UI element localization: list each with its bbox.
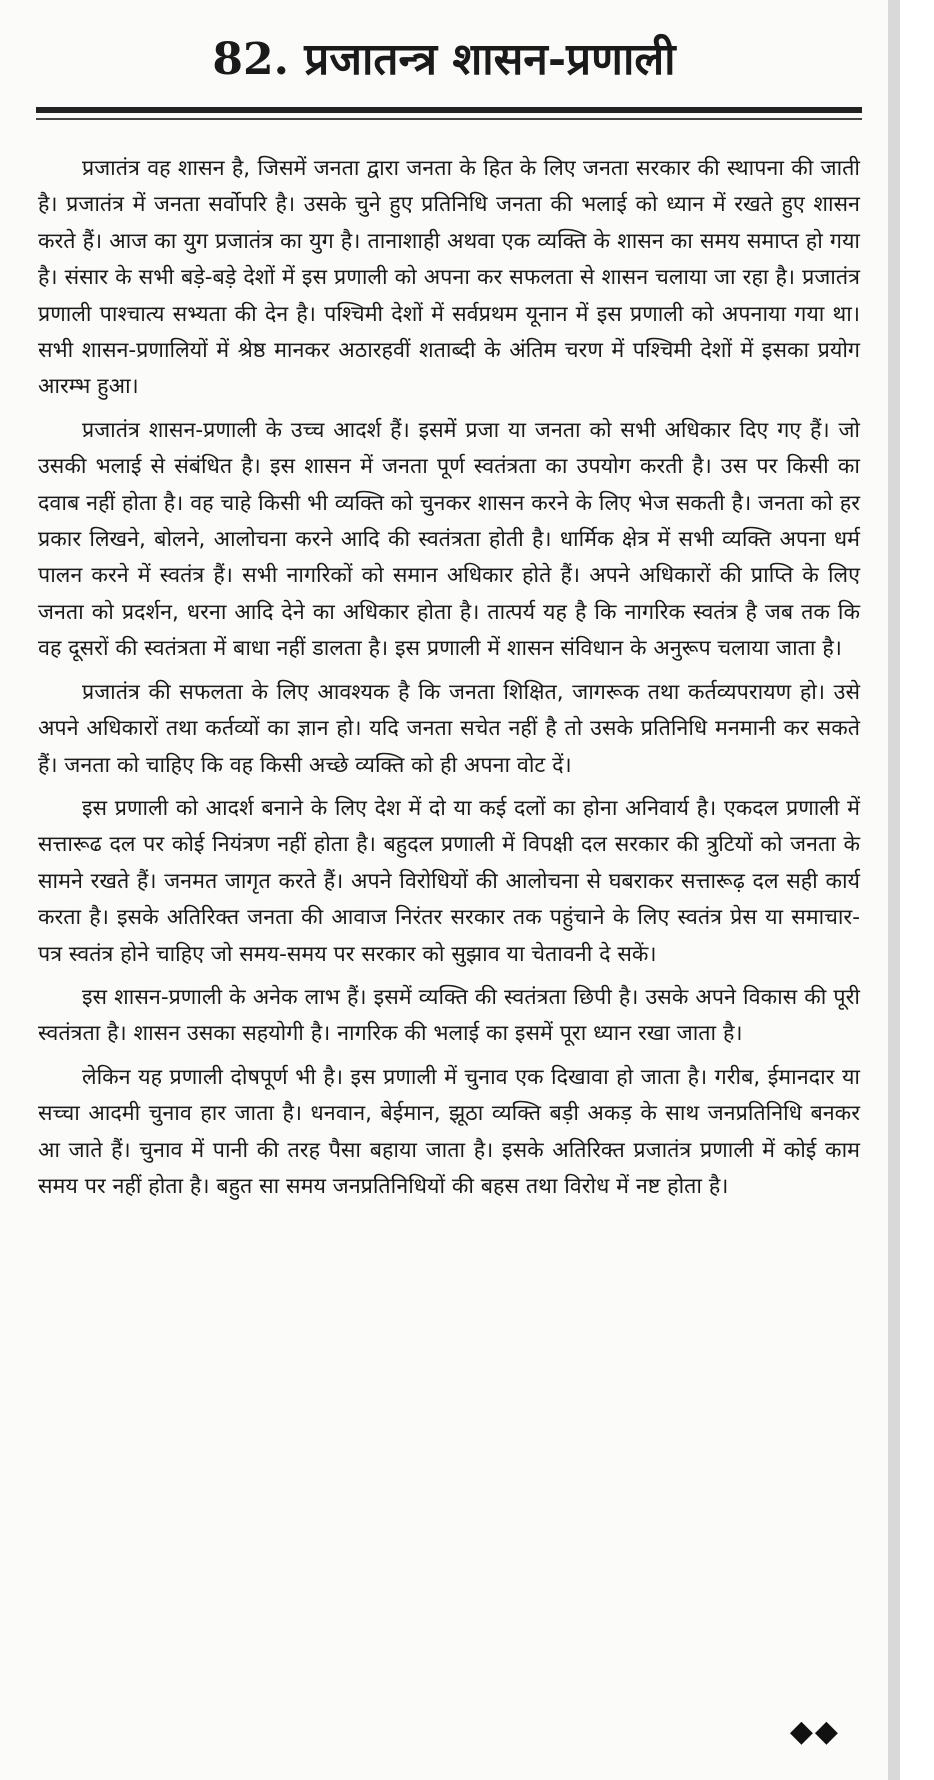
paragraph-3: प्रजातंत्र की सफलता के लिए आवश्यक है कि जनता शिक्षित, जागरूक तथा कर्तव्यपरायण हो। उसे अपने अधिकारों तथा कर्तव्यों का ज्ञान हो। यदि जनता सचेत नहीं है तो उसके प्रतिनिधि मनमानी कर सकते हैं। जनता को चाहिए कि वह किसी अच्छे व्यक्ति को ही अपना वोट दें। [38,679,860,778]
paragraph-2: प्रजातंत्र शासन-प्रणाली के उच्च आदर्श हैं। इसमें प्रजा या जनता को सभी अधिकार दिए गए हैं। जो उसकी भलाई से संबंधित है। इस शासन में जनता पूर्ण स्वतंत्रता का उपयोग करती है। उस पर किसी का दवाब नहीं होता है। वह चाहे किसी भी व्यक्ति को चुनकर शासन करने के लिए भेज सकती है। जनता को हर प्रकार लिखने, बोलने, आलोचना करने आदि की स्वतंत्रता होती है। धार्मिक क्षेत्र में सभी व्यक्ति अपना धर्म पालन करने में स्वतंत्र हैं। सभी नागरिकों को समान अधिकार होते हैं। अपने अधिकारों की प्राप्ति के लिए जनता को प्रदर्शन, धरना आदि देने का अधिकार होता है। तात्पर्य यह है कि नागरिक स्वतंत्र है जब तक कि वह दूसरों की स्वतंत्रता में बाधा नहीं डालता है। इस प्रणाली में शासन संविधान के अनुरूप चलाया जाता है। [38,417,860,662]
title-divider-thin [36,118,862,120]
end-ornament-icon: ◆◆ [789,1714,840,1749]
paragraph-4: इस प्रणाली को आदर्श बनाने के लिए देश में दो या कई दलों का होना अनिवार्य है। एकदल प्रणाली में सत्तारूढ दल पर कोई नियंत्रण नहीं होता है। बहुदल प्रणाली में विपक्षी दल सरकार की त्रुटियों को जनता के सामने रखते हैं। जनमत जागृत करते हैं। अपने विरोधियों की आलोचना से घबराकर सत्तारूढ़ दल सही कार्य करता है। इसके अतिरिक्त जनता की आवाज निरंतर सरकार तक पहुंचाने के लिए स्वतंत्र प्रेस या समाचार-पत्र स्वतंत्र होने चाहिए जो समय-समय पर सरकार को सुझाव या चेतावनी दे सकें। [38,795,860,967]
paragraph-5: इस शासन-प्रणाली के अनेक लाभ हैं। इसमें व्यक्ति की स्वतंत्रता छिपी है। उसके अपने विकास की पूरी स्वतंत्रता है। शासन उसका सहयोगी है। नागरिक की भलाई का इसमें पूरा ध्यान रखा जाता है। [38,984,860,1047]
page-title: 82. प्रजातन्त्र शासन-प्रणाली [212,34,676,85]
paragraph-1: प्रजातंत्र वह शासन है, जिसमें जनता द्वारा जनता के हित के लिए जनता सरकार की स्थापना की जाती है। प्रजातंत्र में जनता सर्वोपरि है। उसके चुने हुए प्रतिनिधि जनता की भलाई को ध्यान में रखते हुए शासन करते हैं। आज का युग प्रजातंत्र का युग है। तानाशाही अथवा एक व्यक्ति के शासन का समय समाप्त हो गया है। संसार के सभी बड़े-बड़े देशों में इस प्रणाली को अपना कर सफलता से शासन चलाया जा रहा है। प्रजातंत्र प्रणाली पाश्चात्य सभ्यता की देन है। पश्चिमी देशों में सर्वप्रथम यूनान में इस प्रणाली को अपनाया गया था। सभी शासन-प्रणालियों में श्रेष्ठ मानकर अठारहवीं शताब्दी के अंतिम चरण में पश्चिमी देशों में इसका प्रयोग आरम्भ हुआ। [38,156,860,400]
essay-body [38,151,860,1212]
title-divider-thick [36,107,862,113]
paragraph-6: लेकिन यह प्रणाली दोषपूर्ण भी है। इस प्रणाली में चुनाव एक दिखावा हो जाता है। गरीब, ईमानदार या सच्चा आदमी चुनाव हार जाता है। धनवान, बेईमान, झूठा व्यक्ति बड़ी अकड़ के साथ जनप्रतिनिधि बनकर आ जाते हैं। चुनाव में पानी की तरह पैसा बहाया जाता है। इसके अतिरिक्त प्रजातंत्र प्रणाली में कोई काम समय पर नहीं होता है। बहुत सा समय जनप्रतिनिधियों की बहस तथा विरोध में नष्ट होता है। [38,1064,860,1199]
